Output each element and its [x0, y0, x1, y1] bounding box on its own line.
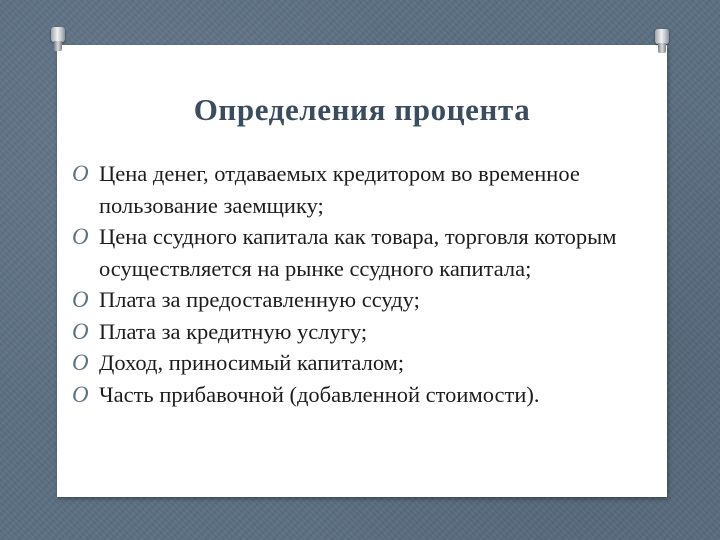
- bullet-text: Плата за кредитную услугу;: [99, 318, 368, 344]
- list-item: [72, 347, 662, 379]
- bullet-marker-icon: O: [72, 318, 89, 344]
- bullet-text: Цена ссудного капитала как товара, торговля которым осуществляется на рынке ссудного капитала;: [99, 224, 617, 281]
- bullet-list: [72, 158, 662, 410]
- bullet-marker-icon: O: [72, 381, 89, 407]
- pushpin-icon: [654, 29, 670, 55]
- bullet-marker-icon: O: [72, 224, 89, 249]
- bullet-text: Цена денег, отдаваемых кредитором во временное пользование заемщику;: [99, 161, 580, 218]
- slide-title: Определения процента: [193, 92, 531, 127]
- bullet-text: Плата за предоставленную ссуду;: [99, 287, 420, 312]
- list-item: [72, 379, 662, 411]
- bullet-marker-icon: O: [72, 287, 89, 312]
- list-item: [72, 221, 662, 284]
- bullet-text: Часть прибавочной (добавленной стоимости).: [99, 381, 540, 407]
- bullet-marker-icon: O: [72, 161, 89, 186]
- bullet-text: Доход, приносимый капиталом;: [99, 350, 405, 375]
- list-item: [72, 158, 662, 221]
- pushpin-icon: [50, 27, 66, 53]
- list-item: [72, 284, 662, 316]
- bullet-marker-icon: O: [72, 350, 89, 375]
- list-item: [72, 316, 662, 348]
